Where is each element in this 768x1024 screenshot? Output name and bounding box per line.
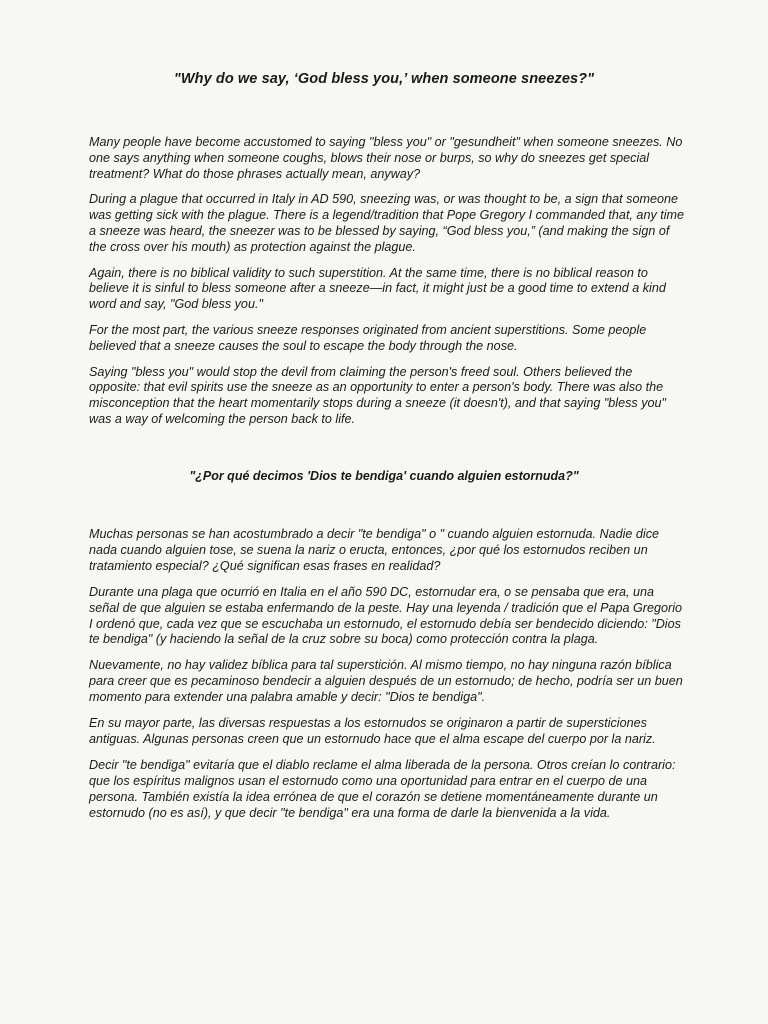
spanish-paragraph: Durante una plaga que ocurrió en Italia en el año 590 DC, estornudar era, o se pensaba que era, una señal de que alguien se estaba enfermando de la peste. Hay una leyenda / tradición que el Papa Gregorio I ordenó que, cada vez que se escuchaba un estornudo, el estornudo debía ser bendecido diciendo: "Dios te bendiga" (y haciendo la señal de la cruz sobre su boca) como protección contra la plaga.: [89, 584, 683, 647]
spanish-paragraph: Decir "te bendiga" evitaría que el diablo reclame el alma liberada de la persona. Otros creían lo contrario: que los espíritus malignos usan el estornudo como una oportunidad para entrar en el cuerpo de una persona. También existía la idea errónea de que el corazón se detiene momentáneamente durante un estornudo (no es así), y que decir "te bendiga" era una forma de darle la bienvenida a la vida.: [89, 757, 676, 820]
english-section: [89, 135, 685, 438]
english-paragraph: Many people have become accustomed to saying "bless you" or "gesundheit" when someone sneezes. No one says anything when someone coughs, blows their nose or burps, so why do sneezes get special treatment? What do those phrases actually mean, anyway?: [89, 135, 683, 181]
english-paragraph: For the most part, the various sneeze responses originated from ancient superstitions. Some people believed that a sneeze causes the soul to escape the body through the nose.: [89, 322, 647, 353]
spanish-title: "¿Por qué decimos 'Dios te bendiga' cuando alguien estornuda?": [189, 469, 579, 483]
english-paragraph: During a plague that occurred in Italy in AD 590, sneezing was, or was thought to be, a sign that someone was getting sick with the plague. There is a legend/tradition that Pope Gregory I commanded that, any time a sneeze was heard, the sneezer was to be blessed by saying, “God bless you,” (and making the sign of the cross over his mouth) as protection against the plague.: [89, 192, 685, 254]
english-paragraph: Saying "bless you" would stop the devil from claiming the person's freed soul. Others believed the opposite: that evil spirits use the sneeze as an opportunity to enter a person's body. There was also the misconception that the heart momentarily stops during a sneeze (it doesn't), and that saying "bless you" was a way of welcoming the person back to life.: [89, 364, 666, 426]
english-title: "Why do we say, ‘God bless you,’ when someone sneezes?": [173, 71, 595, 87]
spanish-paragraph: En su mayor parte, las diversas respuestas a los estornudos se originaron a partir de supersticiones antiguas. Algunas personas creen que un estornudo hace que el alma escape del cuerpo por la nariz.: [89, 716, 656, 746]
spanish-section: [89, 527, 685, 832]
english-paragraph: Again, there is no biblical validity to such superstition. At the same time, there is no biblical reason to believe it is sinful to bless someone after a sneeze—in fact, it might just be a good time to extend a kind word and say, "God bless you.": [89, 265, 666, 312]
spanish-paragraph: Nuevamente, no hay validez bíblica para tal superstición. Al mismo tiempo, no hay ninguna razón bíblica para creer que es pecaminoso bendecir a alguien después de un estornudo; de hecho, podría ser un buen momento para extender una palabra amable y decir: "Dios te bendiga".: [89, 658, 683, 705]
spanish-paragraph: Muchas personas se han acostumbrado a decir "te bendiga" o " cuando alguien estornuda. Nadie dice nada cuando alguien tose, se suena la nariz o eructa, entonces, ¿por qué los estornudos reciben un tratamiento especial? ¿Qué significan esas frases en realidad?: [89, 527, 660, 573]
